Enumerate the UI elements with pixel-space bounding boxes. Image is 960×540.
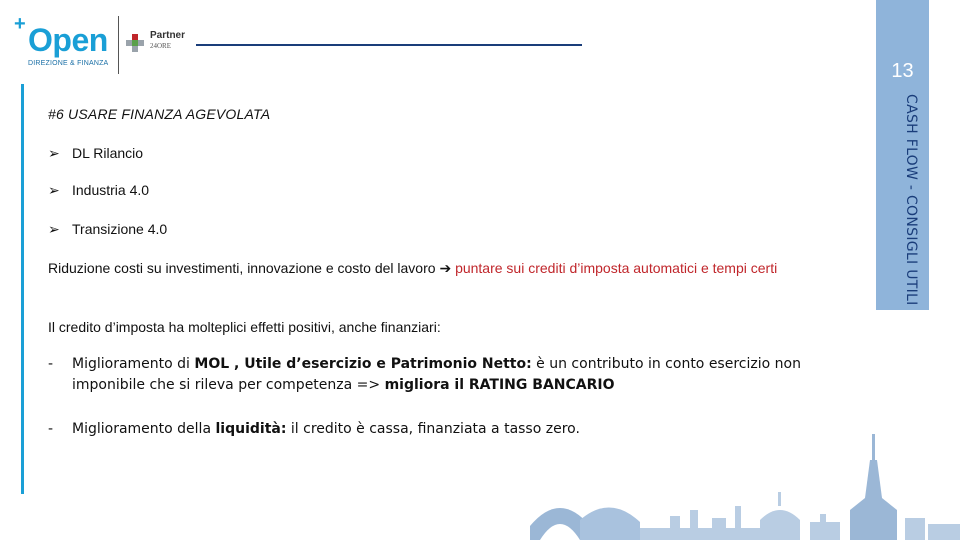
list-dash: -: [48, 421, 54, 437]
list-bold-part: MOL , Utile d’esercizio e Patrimonio Netto:: [194, 356, 532, 372]
partner-mark-icon: [126, 34, 144, 52]
open-logo: [14, 14, 114, 70]
bullet-text: Industria 4.0: [72, 182, 150, 198]
bullet-item: [48, 145, 143, 162]
bullet-item: [48, 182, 149, 199]
logo-divider: [118, 16, 119, 74]
bullet-arrow-icon: ➢: [48, 145, 60, 161]
section-heading: #6 USARE FINANZA AGEVOLATA: [48, 106, 271, 122]
paragraph-credit: Il credito d’imposta ha molteplici effetti positivi, anche finanziari:: [48, 319, 441, 335]
partner-title: Partner: [150, 30, 186, 41]
right-arrow-icon: ➔: [439, 260, 452, 276]
city-skyline-graphic: [520, 430, 960, 540]
list-dash: -: [48, 356, 54, 372]
header-rule: [196, 44, 582, 46]
paragraph-text: Riduzione costi su investimenti, innovazione e costo del lavoro: [48, 260, 436, 276]
bullet-item: [48, 221, 167, 238]
bullet-text: Transizione 4.0: [72, 221, 168, 237]
bullet-arrow-icon: ➢: [48, 182, 60, 198]
bullet-arrow-icon: ➢: [48, 221, 60, 237]
list-text-part: Miglioramento della: [72, 421, 216, 437]
list-item-text: [72, 354, 828, 396]
list-bold-part: liquidità:: [215, 421, 287, 437]
logo-plus: +: [14, 13, 26, 35]
left-accent-bar: [21, 84, 24, 494]
paragraph-reduction: [48, 259, 828, 278]
list-item: [48, 354, 828, 396]
paragraph-highlight: puntare sui crediti d’imposta automatici e tempi certi: [455, 260, 778, 276]
logo-word: Open: [28, 22, 108, 58]
list-text-part: il credito è cassa, finanziata a tasso zero.: [286, 421, 580, 437]
partner-subtitle: 24ORE: [150, 42, 171, 50]
list-text-part: Miglioramento di: [72, 356, 195, 372]
partner-logo: [126, 30, 196, 56]
logo-subtitle: DIREZIONE & FINANZA: [28, 60, 109, 67]
list-bold-part: migliora il RATING BANCARIO: [384, 377, 615, 393]
side-section-label: CASH FLOW - CONSIGLI UTILI: [903, 94, 919, 306]
page-number: 13: [891, 60, 914, 82]
list-text-part: è un contributo in conto esercizio non imponibile che si rileva per competenza =>: [72, 356, 801, 393]
bullet-text: DL Rilancio: [72, 145, 144, 161]
